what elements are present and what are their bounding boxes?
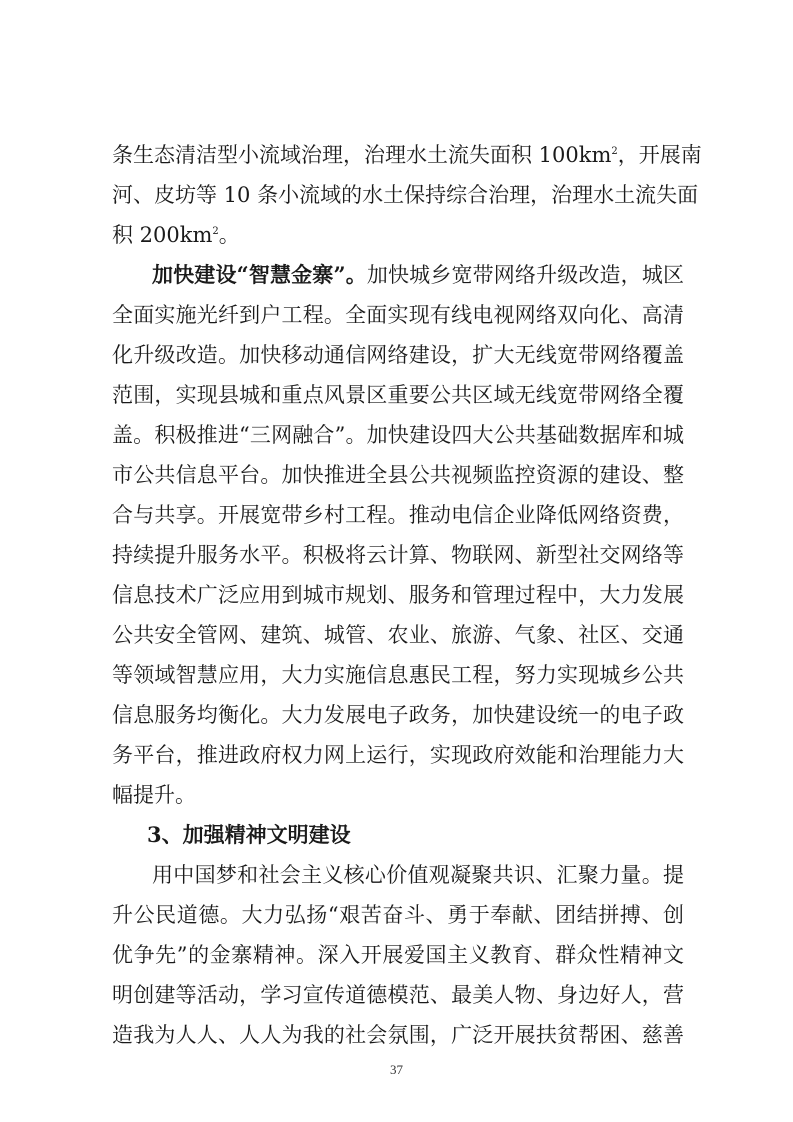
paragraph-2-line-5: 盖。积极推进“三网融合”。加快建设四大公共基础数据库和城	[112, 423, 684, 447]
paragraph-3-line-3: 优争先”的金寨精神。深入开展爱国主义教育、群众性精神文	[112, 943, 684, 967]
paragraph-2-line-9: 信息技术广泛应用到城市规划、服务和管理过程中，大力发展	[112, 583, 684, 607]
paragraph-3-line-4: 明创建等活动，学习宣传道德模范、最美人物、身边好人，营	[112, 983, 684, 1007]
area-unit-superscript-2: 2	[212, 226, 219, 237]
paragraph-2-line-10: 公共安全管网、建筑、城管、农业、旅游、气象、社区、交通	[112, 623, 684, 647]
paragraph-2-line-11: 等领域智慧应用，大力实施信息惠民工程，努力实现城乡公共	[112, 663, 684, 687]
paragraph-1-line-1	[112, 140, 702, 170]
paragraph-2-line-13: 务平台，推进政府权力网上运行，实现政府效能和治理能力大	[112, 743, 684, 767]
paragraph-3-line-5: 造我为人人、人人为我的社会氛围，广泛开展扶贫帮困、慈善	[112, 1023, 684, 1047]
section-heading: 3、加强精神文明建设	[147, 822, 351, 847]
paragraph-1-line-3-suffix: 。	[218, 223, 240, 247]
paragraph-2-line-3: 化升级改造。加快移动通信网络建设，扩大无线宽带网络覆盖	[112, 343, 684, 367]
paragraph-3-line-1: 用中国梦和社会主义核心价值观凝聚共识、汇聚力量。提	[152, 863, 684, 887]
paragraph-2-line-14: 幅提升。	[112, 783, 196, 807]
paragraph-2-line-7: 合与共享。开展宽带乡村工程。推动电信企业降低网络资费，	[112, 503, 684, 527]
paragraph-1-line-1-prefix: 条生态清洁型小流域治理，治理水土流失面积 100km	[112, 143, 612, 167]
paragraph-1-line-3	[112, 220, 240, 250]
paragraph-1-line-2: 河、皮坊等 10 条小流域的水土保持综合治理，治理水土流失面	[112, 183, 699, 207]
paragraph-2-line-6: 市公共信息平台。加快推进全县公共视频监控资源的建设、整	[112, 463, 684, 487]
paragraph-2-line-8: 持续提升服务水平。积极将云计算、物联网、新型社交网络等	[112, 543, 684, 567]
paragraph-3-line-2: 升公民道德。大力弘扬“艰苦奋斗、勇于奉献、团结拼搏、创	[112, 903, 684, 927]
paragraph-2-line-1	[152, 260, 684, 290]
paragraph-2-line-4: 范围，实现县城和重点风景区重要公共区域无线宽带网络全覆	[112, 383, 684, 407]
paragraph-1-line-3-prefix: 积 200km	[112, 223, 213, 247]
paragraph-2-heading: 加快建设“智慧金寨”。	[152, 262, 367, 287]
page-number: 37	[390, 1062, 403, 1077]
paragraph-2-line-2: 全面实施光纤到户工程。全面实现有线电视网络双向化、高清	[112, 303, 684, 327]
paragraph-2-line-12: 信息服务均衡化。大力发展电子政务，加快建设统一的电子政	[112, 703, 684, 727]
paragraph-2-line-1-rest: 加快城乡宽带网络升级改造，城区	[366, 263, 684, 287]
area-unit-superscript-1: 2	[611, 146, 618, 157]
paragraph-1-line-1-suffix: ，开展南	[617, 143, 702, 167]
